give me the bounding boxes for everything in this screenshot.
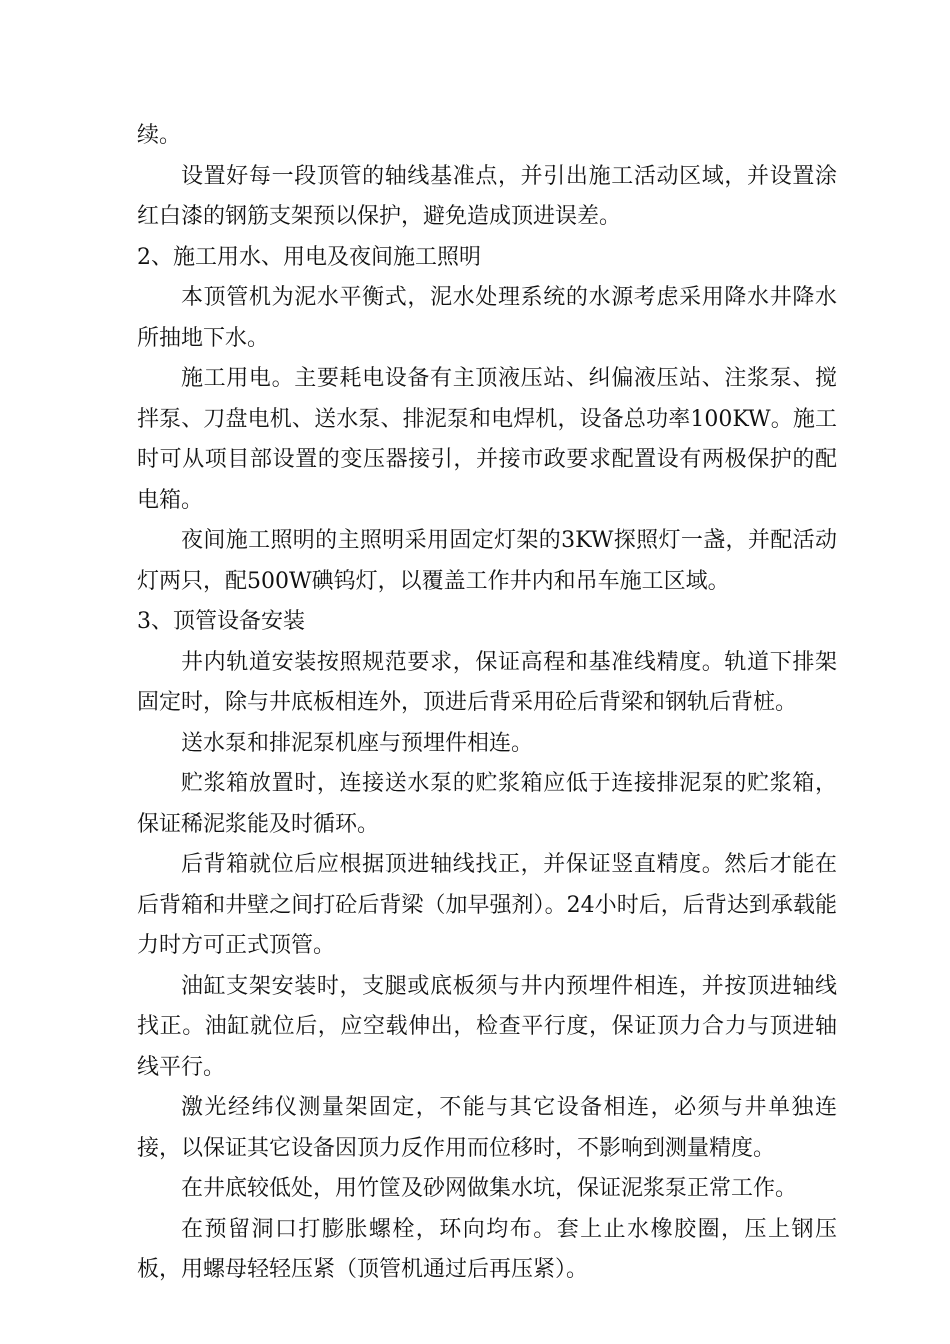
paragraph-axis-reference: 设置好每一段顶管的轴线基准点，并引出施工活动区域，并设置涂红白漆的钢筋支架预以保护，避免造成顶进误差。 <box>137 163 837 229</box>
paragraph-laser-theodolite: 激光经纬仪测量架固定，不能与其它设备相连，必须与井单独连接，以保证其它设备因顶力反作用而位移时，不影响到测量精度。 <box>137 1095 837 1161</box>
paragraph-pump-base: 送水泵和排泥泵机座与预埋件相连。 <box>181 730 534 756</box>
section-heading-2: 2、施工用水、用电及夜间施工照明 <box>137 244 481 270</box>
paragraph-water-source: 本顶管机为泥水平衡式，泥水处理系统的水源考虑采用降水井降水所抽地下水。 <box>137 285 837 351</box>
paragraph-back-box: 后背箱就位后应根据顶进轴线找正，并保证竖直精度。然后才能在后背箱和井壁之间打砼后背梁（加早强剂）。24小时后，后背达到承载能力时方可正式顶管。 <box>137 852 837 958</box>
paragraph-sump-pit: 在井底较低处，用竹筐及砂网做集水坑，保证泥浆泵正常工作。 <box>181 1176 798 1201</box>
paragraph-night-lighting: 夜间施工照明的主照明采用固定灯架的3KW探照灯一盏，并配活动灯两只，配500W碘钨灯，以覆盖工作井内和吊车施工区域。 <box>137 528 837 594</box>
paragraph-track-install: 井内轨道安装按照规范要求，保证高程和基准线精度。轨道下排架固定时，除与井底板相连外，顶进后背采用砼后背梁和钢轨后背桩。 <box>137 649 837 715</box>
paragraph-slurry-tank: 贮浆箱放置时，连接送水泵的贮浆箱应低于连接排泥泵的贮浆箱，保证稀泥浆能及时循环。 <box>137 771 837 837</box>
document-body <box>137 116 837 1291</box>
section-heading-3: 3、顶管设备安装 <box>137 609 305 634</box>
paragraph-cylinder-support: 油缸支架安装时，支腿或底板须与井内预埋件相连，并按顶进轴线找正。油缸就位后，应空载伸出，检查平行度，保证顶力合力与顶进轴线平行。 <box>137 973 837 1080</box>
paragraph-reserved-opening: 在预留洞口打膨胀螺栓，环向均布。套上止水橡胶圈，压上钢压板，用螺母轻轻压紧（顶管机通过后再压紧）。 <box>137 1216 837 1282</box>
paragraph-power-supply: 施工用电。主要耗电设备有主顶液压站、纠偏液压站、注浆泵、搅拌泵、刀盘电机、送水泵、排泥泵和电焊机，设备总功率100KW。施工时可从项目部设置的变压器接引，并接市政要求配置设有两极保护的配电箱。 <box>137 366 837 513</box>
paragraph-continuation: 续。 <box>137 123 182 148</box>
